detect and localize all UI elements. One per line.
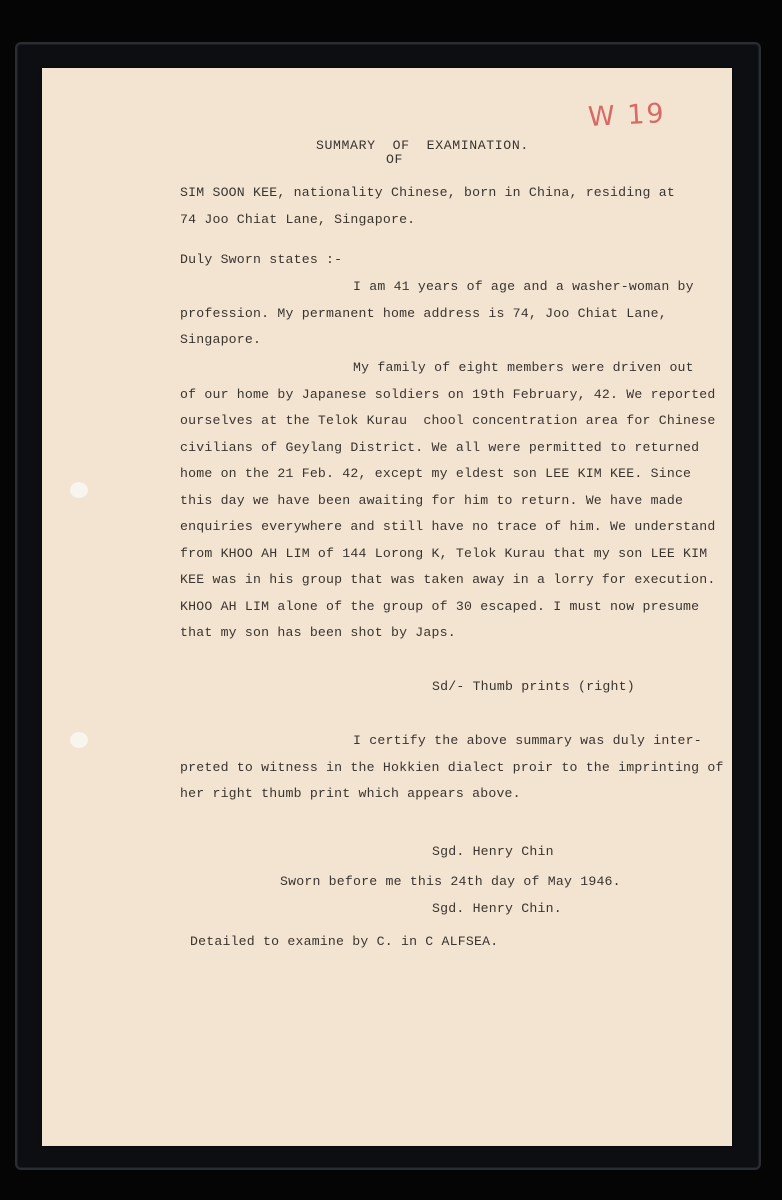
para1-line: profession. My permanent home address is 74, Joo Chiat Lane, [180,306,667,321]
document-title-of: OF [386,152,404,167]
para2-line: civilians of Geylang District. We all were permitted to returned [180,440,700,455]
para2-line: that my son has been shot by Japs. [180,625,456,640]
para2-line: ourselves at the Telok Kurau chool concentration area for Chinese [180,413,716,428]
intro-line: SIM SOON KEE, nationality Chinese, born in China, residing at [180,185,675,200]
thumb-prints-line: Sd/- Thumb prints (right) [432,679,635,694]
signature-henry-chin-2: Sgd. Henry Chin. [432,901,562,916]
document-title: SUMMARY OF EXAMINATION. [316,138,529,153]
para2-line: of our home by Japanese soldiers on 19th February, 42. We reported [180,387,716,402]
detailed-line: Detailed to examine by C. in C ALFSEA. [190,934,499,949]
certify-line: preted to witness in the Hokkien dialect proir to the imprinting of [180,760,724,775]
para2-line: KHOO AH LIM alone of the group of 30 escaped. I must now presume [180,599,700,614]
sworn-states: Duly Sworn states :- [180,252,343,267]
para2-line: KEE was in his group that was taken away in a lorry for execution. [180,572,716,587]
signature-henry-chin: Sgd. Henry Chin [432,844,554,859]
handwritten-annotation: W 19 [587,97,667,134]
para2-line: home on the 21 Feb. 42, except my eldest son LEE KIM KEE. Since [180,466,692,481]
sworn-before-line: Sworn before me this 24th day of May 1946. [280,874,621,889]
punch-hole-upper [70,482,88,498]
para2-line: enquiries everywhere and still have no trace of him. We understand [180,519,716,534]
para2-line: My family of eight members were driven out [353,360,694,375]
para1-line: I am 41 years of age and a washer-woman by [353,279,694,294]
punch-hole-lower [70,732,88,748]
para2-line: this day we have been awaiting for him to return. We have made [180,493,684,508]
certify-line: her right thumb print which appears above. [180,786,521,801]
certify-line: I certify the above summary was duly inter- [353,733,702,748]
intro-line: 74 Joo Chiat Lane, Singapore. [180,212,416,227]
para2-line: from KHOO AH LIM of 144 Lorong K, Telok Kurau that my son LEE KIM [180,546,708,561]
para1-line: Singapore. [180,332,262,347]
